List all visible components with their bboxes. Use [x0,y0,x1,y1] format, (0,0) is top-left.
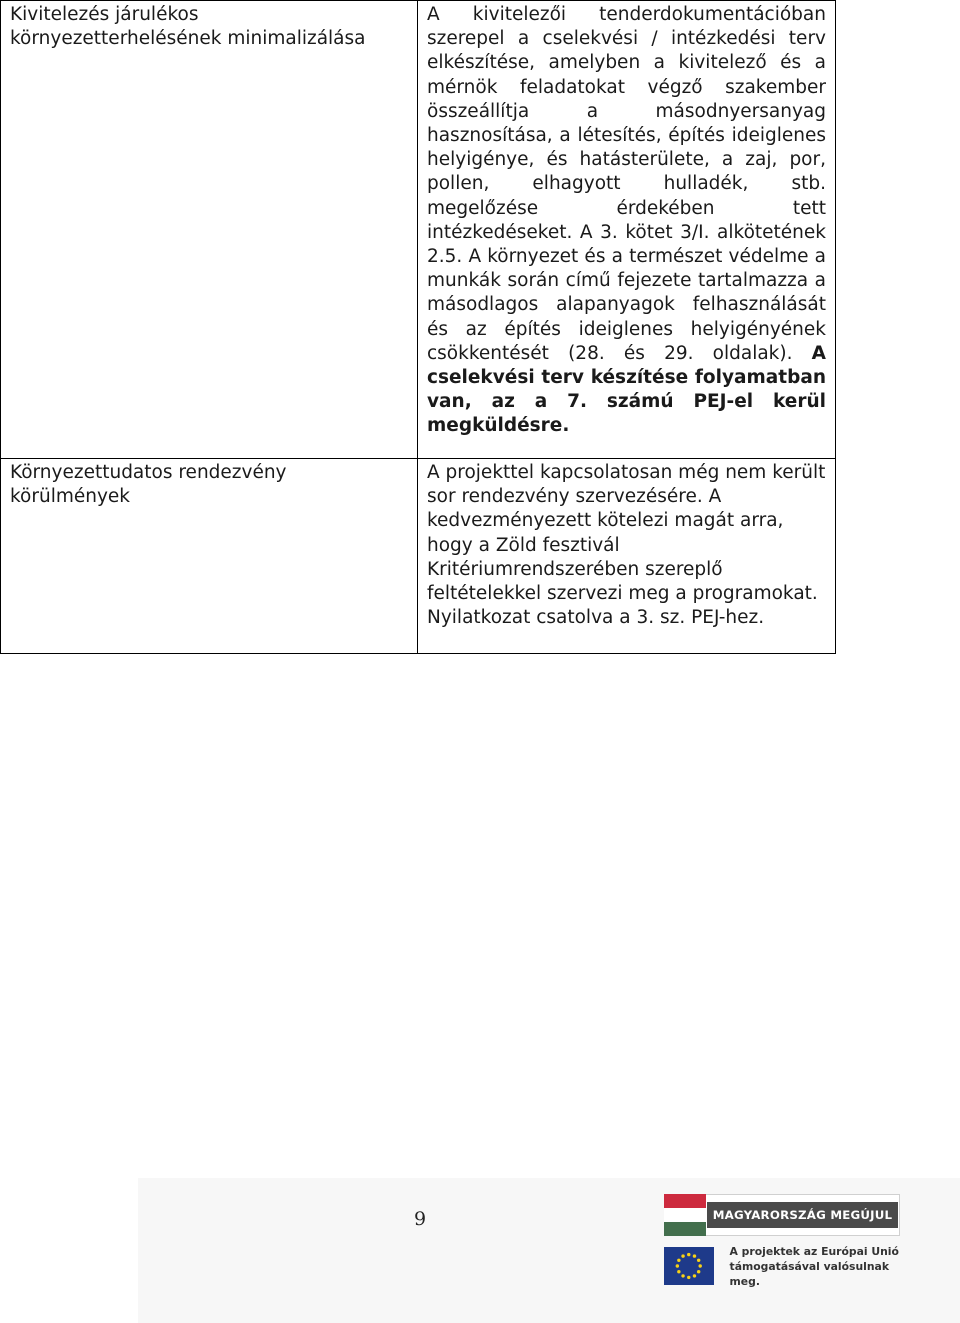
eu-flag-icon [664,1247,714,1285]
eu-text-line: A projektek az Európai Unió [729,1244,899,1258]
description-text: A kivitelezői tenderdokumentációban szerepel a cselekvési / intézkedési terv elkészítése, amelyben a kivitelező és a mérnök feladatokat végző szakember összeállítja a másodnyersanyag hasznosítása, a létesítés, építés ideiglenes helyigénye, és hatásterülete, a zaj, por, pollen, elhagyott hulladék, stb. megelőzése érdekében tett intézkedéseket. A 3. kötet 3/I. alkötetének 2.5. A környezet és a természet védelme a munkák során című fejezete tartalmazza a másodlagos alapanyagok felhasználását és az építés ideiglenes helyigényének csökkentését (28. és 29. oldalak). [427,4,826,364]
eu-support-logo [664,1246,914,1286]
hungarian-flag-icon [664,1194,706,1236]
row-label: Kivitelezés járulékos környezetterhelésének minimalizálása [1,1,418,459]
table-row [1,1,836,459]
table-row [1,459,836,654]
eu-text-line: támogatásával valósulnak meg. [729,1259,890,1288]
row-description: A projekttel kapcsolatosan még nem került sor rendezvény szervezésére. A kedvezményezett kötelezi magát arra, hogy a Zöld fesztivál Kritériumrendszerében szereplő feltételekkel szervezi meg a programokat. Nyilatkozat csatolva a 3. sz. PEJ-hez. [418,459,836,654]
eu-support-text [730,1244,914,1289]
content-table [0,0,836,654]
page-number: 9 [414,1208,427,1230]
row-description [418,1,836,459]
magyarorszag-megujul-logo [664,1194,900,1236]
description-highlight: A cselekvési terv készítése folyamatban van, az a 7. számú PEJ-el kerül megküldésre. [427,342,826,437]
logo-banner [706,1194,900,1236]
row-label: Környezettudatos rendezvény körülmények [1,459,418,654]
logo-banner-text: MAGYARORSZÁG MEGÚJUL [707,1202,899,1228]
